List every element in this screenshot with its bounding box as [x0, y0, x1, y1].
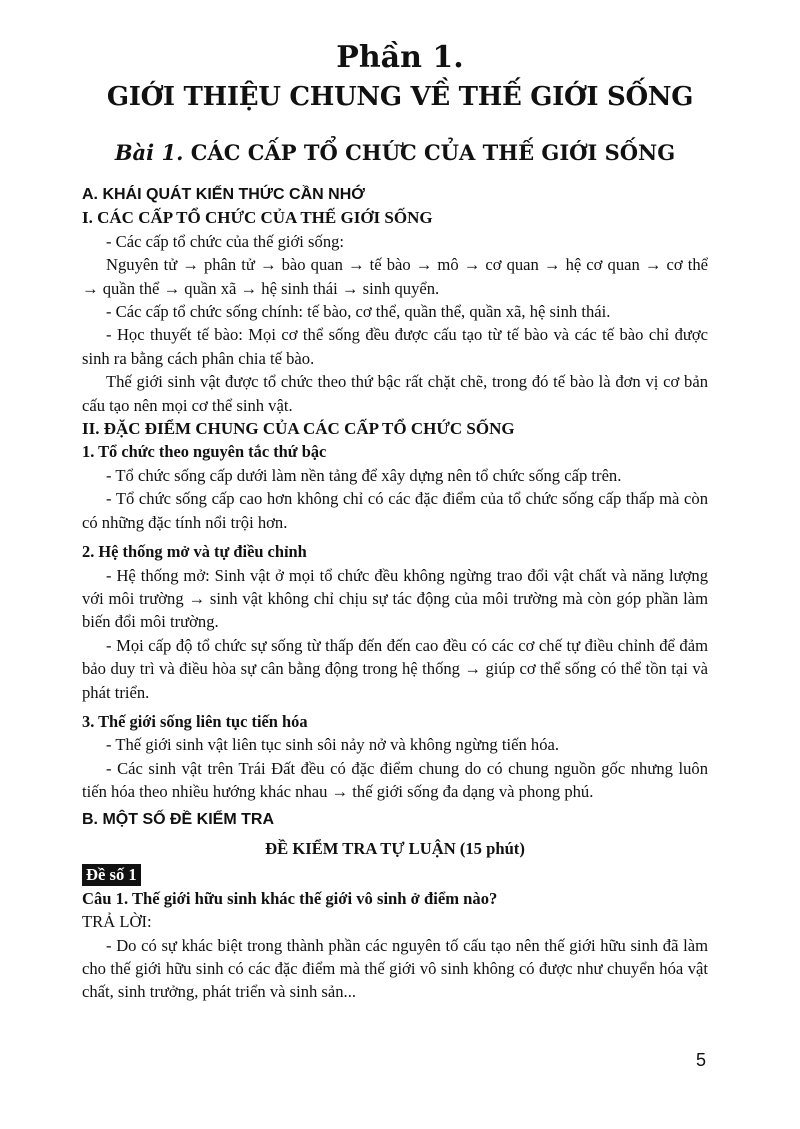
- paragraph: - Tổ chức sống cấp cao hơn không chỉ có các đặc điểm của tổ chức sống cấp thấp mà còn có những đặc tính nổi trội hơn.: [82, 489, 708, 532]
- exam-number-badge: Đề số 1: [82, 864, 141, 886]
- paragraph: Nguyên tử → phân tử → bào quan → tế bào → mô → cơ quan → hệ cơ quan → cơ thể → quần thể → quần xã → hệ sinh thái → sinh quyển.: [82, 255, 708, 298]
- part-title: Phần 1.: [336, 40, 464, 75]
- lesson-title: [0, 140, 790, 165]
- paragraph: - Các sinh vật trên Trái Đất đều có đặc điểm chung do có chung nguồn gốc nhưng luôn tiến hóa theo nhiều hướng khác nhau → thế giới sống đa dạng và phong phú.: [82, 758, 708, 802]
- paragraph: - Mọi cấp độ tổ chức sự sống từ thấp đến đến cao đều có các cơ chế tự điều chỉnh để đảm bảo duy trì và điều hòa sự cân bằng động trong hệ thống → giúp cơ thể sống có thể tồn tại và phát triển.: [82, 635, 708, 702]
- paragraph: - Các cấp tổ chức của thế giới sống:: [106, 231, 345, 251]
- section-i-heading: I. CÁC CẤP TỔ CHỨC CỦA THẾ GIỚI SỐNG: [82, 208, 433, 228]
- paragraph: - Học thuyết tế bào: Mọi cơ thể sống đều được cấu tạo từ tế bào và các tế bào chỉ được sinh ra bằng cách phân chia tế bào.: [82, 325, 708, 368]
- section-a-heading: A. KHÁI QUÁT KIẾN THỨC CẦN NHỚ: [82, 186, 365, 203]
- exam-title: ĐỀ KIỂM TRA TỰ LUẬN (15 phút): [265, 838, 525, 858]
- paragraph: - Các cấp tổ chức sống chính: tế bào, cơ thể, quần thể, quần xã, hệ sinh thái.: [106, 302, 611, 322]
- subsection-1-heading: 1. Tổ chức theo nguyên tắc thứ bậc: [82, 442, 327, 462]
- section-b-heading: B. MỘT SỐ ĐỀ KIỂM TRA: [82, 810, 274, 828]
- page-number: 5: [695, 1050, 706, 1070]
- lesson-name: CÁC CẤP TỔ CHỨC CỦA THẾ GIỚI SỐNG: [190, 140, 676, 165]
- question-1: Câu 1. Thế giới hữu sinh khác thế giới vô sinh ở điểm nào?: [82, 888, 498, 908]
- subsection-3-heading: 3. Thế giới sống liên tục tiến hóa: [82, 711, 308, 731]
- lesson-prefix: Bài 1.: [114, 140, 184, 165]
- paragraph: Thế giới sinh vật được tổ chức theo thứ bậc rất chặt chẽ, trong đó tế bào là đơn vị cơ bản cấu tạo nên mọi cơ thể sinh vật.: [82, 372, 708, 415]
- paragraph: - Thế giới sinh vật liên tục sinh sôi nảy nở và không ngừng tiến hóa.: [106, 735, 560, 755]
- part-subtitle: GIỚI THIỆU CHUNG VỀ THẾ GIỚI SỐNG: [106, 82, 694, 112]
- answer-label: TRẢ LỜI:: [82, 912, 152, 932]
- section-ii-heading: II. ĐẶC ĐIỂM CHUNG CỦA CÁC CẤP TỔ CHỨC SỐNG: [82, 419, 515, 439]
- paragraph: - Tổ chức sống cấp dưới làm nền tảng để xây dựng nên tổ chức sống cấp trên.: [106, 465, 622, 485]
- answer-text: - Do có sự khác biệt trong thành phần các nguyên tố cấu tạo nên thế giới hữu sinh đã làm cho thế giới hữu sinh có các đặc điểm mà thế giới vô sinh không có được như chuyển hóa vật chất, sinh trưởng, phát triển và sinh sản...: [82, 935, 708, 1002]
- subsection-2-heading: 2. Hệ thống mở và tự điều chỉnh: [82, 542, 307, 562]
- page-content: [82, 183, 708, 1004]
- paragraph: - Hệ thống mở: Sinh vật ở mọi tổ chức đều không ngừng trao đổi vật chất và năng lượng với môi trường → sinh vật không chỉ chịu sự tác động của môi trường mà còn góp phần làm biến đổi môi trường.: [82, 565, 708, 632]
